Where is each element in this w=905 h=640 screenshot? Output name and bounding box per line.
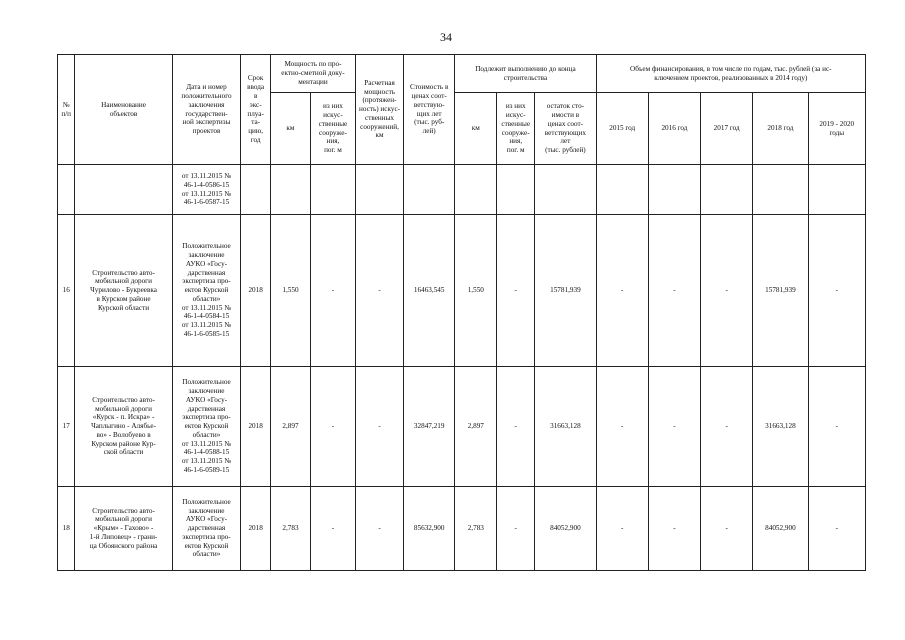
cell-name: Строительство авто- мобильной дороги «Курск - п. Искра» - Чаплыгино - Алябье- во» - Волобуево в Курском районе Кур- ской области (75, 367, 172, 487)
cell-expertise: Положительное заключение АУКО «Госу- дарственная экспертиза про- ектов Курской области» от 13.11.2015 № 46-1-4-0588-15 от 13.11.2015 № 46-1-6-0589-15 (172, 367, 241, 487)
cell-year-2017: - (701, 487, 753, 571)
header-financing: Объем финансирования, в том числе по годам, тыс. рублей (за ис- ключением проектов, реализованных в 2014 году) (596, 55, 865, 93)
cell-name: Строительство авто- мобильной дороги «Крым» - Гахово» - 1-й Липовец» - грани- ца Обоянского района (75, 487, 172, 571)
financing-table (57, 54, 866, 571)
cell-calc-capacity: - (355, 367, 403, 487)
cell-rem-cost: 31663,128 (535, 367, 596, 487)
cell-empty (701, 165, 753, 215)
header-rem-structures: из них искус- ственные сооруже- ния, пог. м (497, 93, 535, 165)
cell-year-2019-2020: - (808, 215, 865, 367)
header-row-1 (58, 55, 866, 93)
cell-year-2017: - (701, 367, 753, 487)
cell-year-2019-2020: - (808, 487, 865, 571)
cell-expertise: Положительное заключение АУКО «Госу- дарственная экспертиза про- ектов Курской области» от 13.11.2015 № 46-1-4-0584-15 от 13.11.2015 № 46-1-6-0585-15 (172, 215, 241, 367)
cell-empty (535, 165, 596, 215)
cell-term: 2018 (241, 215, 271, 367)
cell-year-2018: 15781,939 (753, 215, 808, 367)
cell-empty (404, 165, 455, 215)
cell-rem-cost: 15781,939 (535, 215, 596, 367)
header-capacity: Мощность по про- ектно-сметной доку- ментации (270, 55, 355, 93)
cell-year-2016: - (648, 215, 700, 367)
cell-year-2016: - (648, 367, 700, 487)
header-year-2018: 2018 год (753, 93, 808, 165)
cell-empty (648, 165, 700, 215)
table-row (58, 165, 866, 215)
page-number: 34 (440, 30, 452, 44)
cell-rem-cost: 84052,900 (535, 487, 596, 571)
cell-cap-structures: - (310, 367, 355, 487)
cell-term: 2018 (241, 487, 271, 571)
cell-cap-structures: - (310, 487, 355, 571)
cell-empty (270, 165, 310, 215)
cell-rem-structures: - (497, 215, 535, 367)
cell-cap-km: 2,897 (270, 367, 310, 487)
cell-year-2015: - (596, 487, 648, 571)
cell-rem-km: 1,550 (455, 215, 497, 367)
cell-rem-structures: - (497, 487, 535, 571)
cell-cost: 32847,219 (404, 367, 455, 487)
cell-no: 17 (58, 367, 75, 487)
cell-no (58, 165, 75, 215)
cell-calc-capacity: - (355, 487, 403, 571)
cell-rem-km: 2,783 (455, 487, 497, 571)
cell-year-2018: 31663,128 (753, 367, 808, 487)
cell-rem-structures: - (497, 367, 535, 487)
cell-expertise: Положительное заключение АУКО «Госу- дарственная экспертиза про- ектов Курской области» (172, 487, 241, 571)
header-remaining: Подлежит выполнению до конца строительства (455, 55, 596, 93)
cell-cap-km: 1,550 (270, 215, 310, 367)
header-year-2015: 2015 год (596, 93, 648, 165)
cell-empty (355, 165, 403, 215)
cell-name (75, 165, 172, 215)
header-cap-structures: из них искус- ственные сооруже- ния, пог. м (310, 93, 355, 165)
header-expertise: Дата и номер положительного заключения государствен- ной экспертизы проектов (172, 55, 241, 165)
cell-no: 16 (58, 215, 75, 367)
table-row (58, 487, 866, 571)
cell-rem-km: 2,897 (455, 367, 497, 487)
cell-year-2019-2020: - (808, 367, 865, 487)
header-cap-km: км (270, 93, 310, 165)
cell-empty (310, 165, 355, 215)
header-term: Срок ввода в экс- плуа- та- цию, год (241, 55, 271, 165)
header-rem-km: км (455, 93, 497, 165)
cell-empty (497, 165, 535, 215)
cell-cost: 85632,900 (404, 487, 455, 571)
header-no: № п/п (58, 55, 75, 165)
cell-year-2018: 84052,900 (753, 487, 808, 571)
cell-cap-km: 2,783 (270, 487, 310, 571)
cell-cost: 16463,545 (404, 215, 455, 367)
cell-no: 18 (58, 487, 75, 571)
header-year-2017: 2017 год (701, 93, 753, 165)
header-year-2016: 2016 год (648, 93, 700, 165)
cell-year-2015: - (596, 215, 648, 367)
cell-empty (241, 165, 271, 215)
table-row (58, 215, 866, 367)
cell-empty (455, 165, 497, 215)
cell-year-2016: - (648, 487, 700, 571)
header-year-2019-2020: 2019 - 2020 годы (808, 93, 865, 165)
cell-cap-structures: - (310, 215, 355, 367)
cell-year-2015: - (596, 367, 648, 487)
cell-year-2017: - (701, 215, 753, 367)
table-row (58, 367, 866, 487)
header-name: Наименование объектов (75, 55, 172, 165)
header-calc-capacity: Расчетная мощность (протяжен- ность) искус- ственных сооружений, км (355, 55, 403, 165)
cell-empty (596, 165, 648, 215)
cell-empty (808, 165, 865, 215)
header-cost: Стоимость в ценах соот- ветствую- щих лет (тыс. руб- лей) (404, 55, 455, 165)
cell-empty (753, 165, 808, 215)
cell-term: 2018 (241, 367, 271, 487)
cell-name: Строительство авто- мобильной дороги Чурилово - Букреевка в Курском районе Курской области (75, 215, 172, 367)
cell-calc-capacity: - (355, 215, 403, 367)
header-rem-cost: остаток сто- имости в ценах соот- ветствующих лет (тыс. рублей) (535, 93, 596, 165)
cell-expertise: от 13.11.2015 № 46-1-4-0586-15 от 13.11.2015 № 46-1-6-0587-15 (172, 165, 241, 215)
